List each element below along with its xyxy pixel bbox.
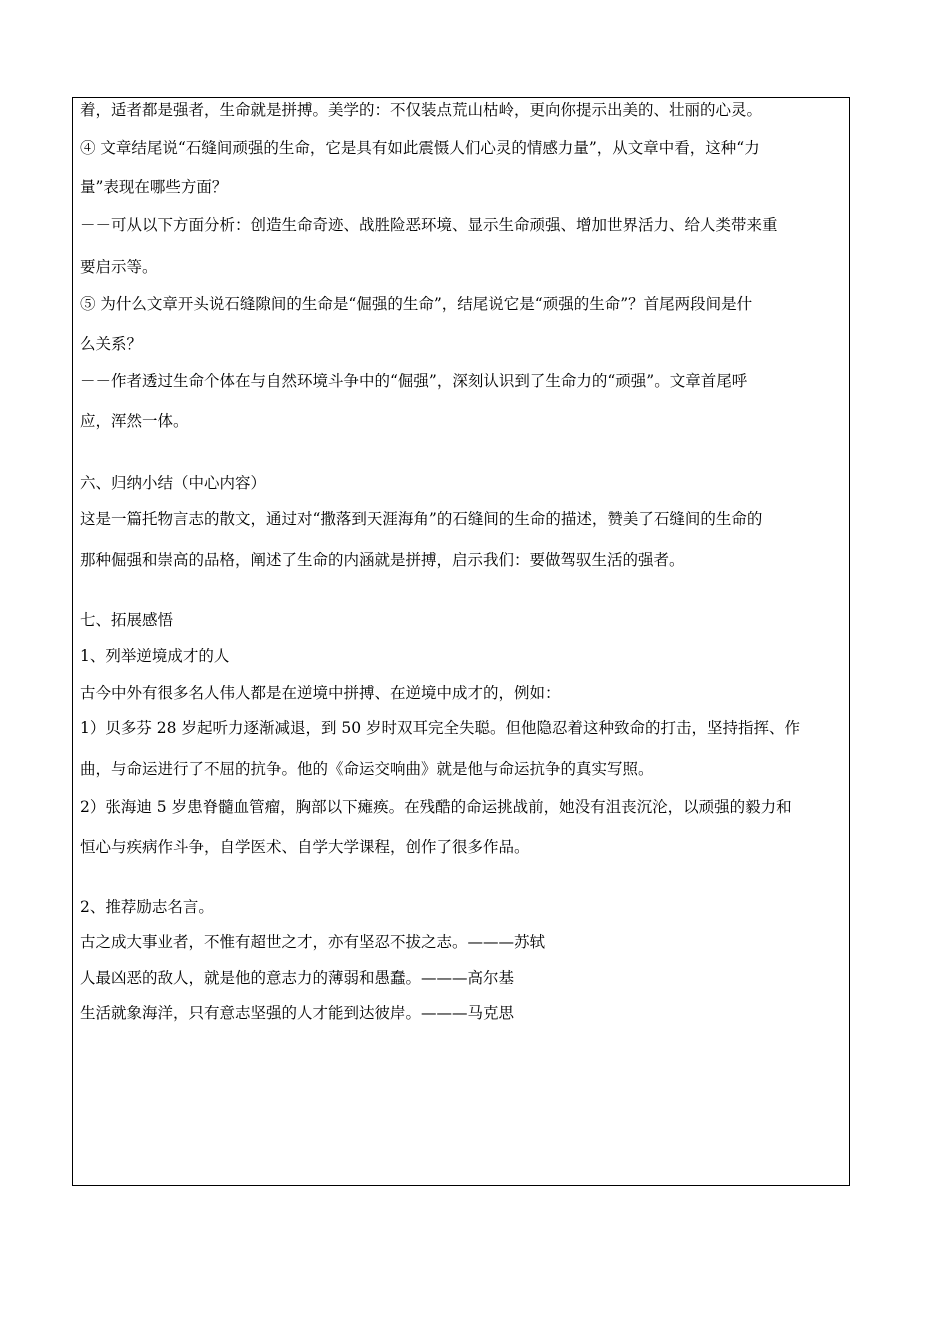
- example-1-line: 1）贝多芬 28 岁起听力逐渐减退，到 50 岁时双耳完全失聪。但他隐忍着这种致命的打击，坚持指挥、作: [80, 719, 801, 737]
- text-line: 么关系？: [80, 335, 143, 353]
- subsection-2-heading: 2、推荐励志名言。: [80, 898, 214, 916]
- section-6-heading: 六、归纳小结（中心内容）: [80, 474, 267, 492]
- question-5-line: ⑤ 为什么文章开头说石缝隙间的生命是“倔强的生命”，结尾说它是“顽强的生命”？首尾两段间是什: [80, 295, 753, 313]
- quote-line: 古之成大事业者，不惟有超世之才，亦有坚忍不拔之志。———苏轼: [80, 933, 546, 951]
- question-4-line: ④ 文章结尾说“石缝间顽强的生命，它是具有如此震慑人们心灵的情感力量”，从文章中看，这种“力: [80, 139, 760, 157]
- text-line: 应，浑然一体。: [80, 412, 189, 430]
- quote-line: 生活就象海洋，只有意志坚强的人才能到达彼岸。———马克思: [80, 1004, 515, 1022]
- text-line: 要启示等。: [80, 258, 158, 276]
- subsection-1-heading: 1、列举逆境成才的人: [80, 647, 230, 665]
- summary-line: 那种倔强和崇高的品格，阐述了生命的内涵就是拼搏，启示我们：要做驾驭生活的强者。: [80, 551, 685, 569]
- text-line: 着，适者都是强者，生命就是拼搏。美学的：不仅装点荒山枯岭，更向你提示出美的、壮丽的心灵。: [80, 101, 763, 119]
- example-2-line: 2）张海迪 5 岁患脊髓血管瘤，胸部以下瘫痪。在残酷的命运挑战前，她没有沮丧沉沦，以顽强的毅力和: [80, 798, 792, 816]
- quote-line: 人最凶恶的敌人，就是他的意志力的薄弱和愚蠢。———高尔基: [80, 969, 515, 987]
- text-line: 古今中外有很多名人伟人都是在逆境中拼搏、在逆境中成才的，例如：: [80, 684, 561, 702]
- text-line: 量”表现在哪些方面？: [80, 178, 228, 196]
- answer-5-line: －－作者透过生命个体在与自然环境斗争中的“倔强”，深刻认识到了生命力的“顽强”。文章首尾呼: [80, 372, 748, 390]
- section-7-heading: 七、拓展感悟: [80, 611, 174, 629]
- answer-4-line: －－可从以下方面分析：创造生命奇迹、战胜险恶环境、显示生命顽强、增加世界活力、给人类带来重: [80, 216, 778, 234]
- example-2-line: 恒心与疾病作斗争，自学医术、自学大学课程，创作了很多作品。: [80, 838, 530, 856]
- example-1-line: 曲，与命运进行了不屈的抗争。他的《命运交响曲》就是他与命运抗争的真实写照。: [80, 760, 654, 778]
- summary-line: 这是一篇托物言志的散文，通过对“撒落到天涯海角”的石缝间的生命的描述，赞美了石缝间的生命的: [80, 510, 763, 528]
